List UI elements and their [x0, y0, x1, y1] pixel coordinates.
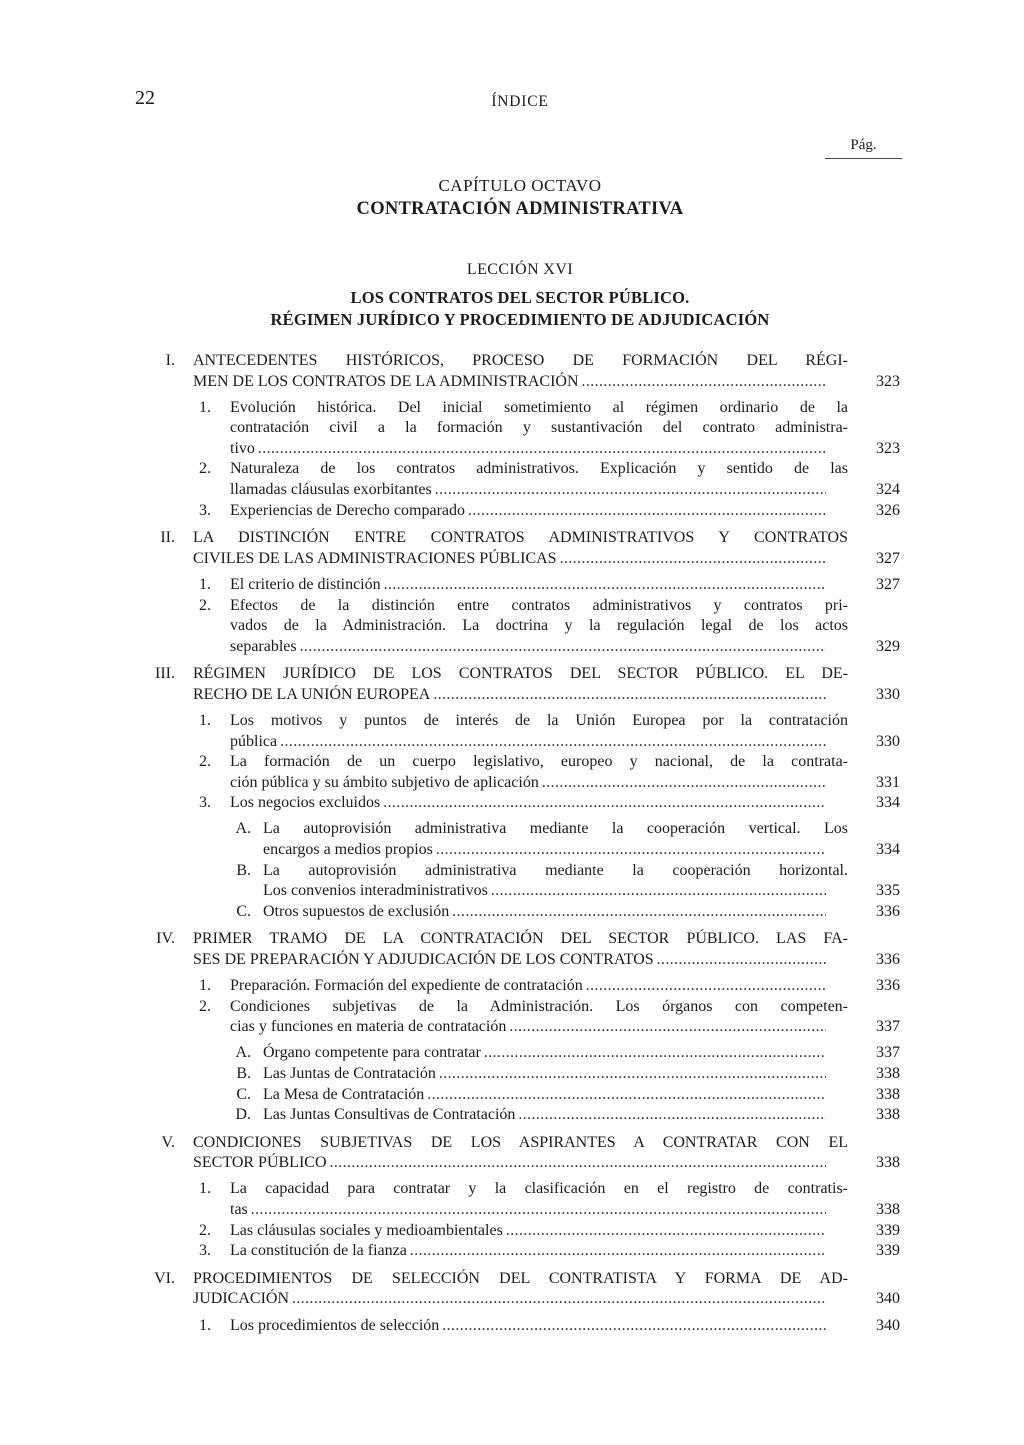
lesson-kicker: LECCIÓN XVI — [466, 261, 574, 278]
toc-entry-body — [230, 398, 900, 460]
chapter-kicker: CAPÍTULO OCTAVO — [438, 176, 602, 195]
dot-leader — [515, 1105, 826, 1126]
toc-entry — [152, 929, 900, 970]
toc-entry-page: 324 — [876, 481, 900, 499]
toc-entry — [194, 596, 900, 658]
toc-entry-text: Las Juntas Consultivas de Contratación — [263, 1106, 516, 1124]
toc-entry-lastline — [230, 793, 900, 814]
toc-entry-line: La capacidad para contratar y la clasificación en el registro de contratis- — [230, 1180, 848, 1198]
dot-leader — [449, 902, 826, 923]
toc-entry-text: Experiencias de Derecho comparado — [230, 501, 465, 519]
toc-entry-text: separables — [230, 637, 297, 655]
toc-entry — [232, 1105, 900, 1126]
toc-entry-lastline — [230, 1316, 900, 1337]
toc-entry-page: 327 — [876, 575, 900, 593]
dot-leader — [255, 439, 826, 460]
toc-entry — [194, 793, 900, 814]
toc-entry-page: 330 — [876, 732, 900, 750]
toc-entry-body — [193, 929, 900, 970]
lesson-title-line2: RÉGIMEN JURÍDICO Y PROCEDIMIENTO DE ADJUDICACIÓN — [270, 309, 770, 329]
toc-entry-label: D. — [235, 1106, 251, 1124]
toc-entry-text: CIVILES DE LAS ADMINISTRACIONES PÚBLICAS — [193, 549, 557, 567]
toc-entry-text: La Mesa de Contratación — [263, 1085, 425, 1103]
toc-entry-line: vados de la Administración. La doctrina y la regulación legal de los actos — [230, 617, 848, 635]
toc-entry-label: 1. — [199, 712, 211, 729]
toc-entry-page: 334 — [876, 841, 900, 859]
toc-entry-page: 336 — [876, 977, 900, 995]
toc-entry-text: tas — [230, 1201, 248, 1219]
toc-entry-label: 2. — [199, 460, 211, 478]
toc-entry-page: 340 — [876, 1290, 900, 1308]
toc-entry-text: pública — [230, 732, 278, 750]
toc-entry-line: Evolución histórica. Del inicial sometimiento al régimen ordinario de la — [230, 398, 848, 416]
toc-entry — [194, 1179, 900, 1220]
toc-entry-text: Los negocios excluidos — [230, 794, 381, 812]
toc-entry-lastline — [230, 976, 900, 997]
toc-entry-lastline — [193, 1289, 900, 1310]
lesson-title — [140, 287, 900, 330]
toc-entry-body — [193, 1269, 900, 1310]
dot-leader — [481, 1043, 826, 1064]
toc-entry-lastline — [263, 1105, 900, 1126]
toc-entry-label: 1. — [199, 977, 211, 995]
dot-leader — [506, 1017, 826, 1038]
toc-entry-text: Órgano competente para contratar — [263, 1044, 481, 1062]
dot-leader — [583, 976, 826, 997]
toc-entry-page: 338 — [876, 1085, 900, 1103]
toc-entry-page: 336 — [876, 951, 900, 969]
toc-entry — [232, 1043, 900, 1064]
toc-entry-lastline — [230, 1017, 900, 1038]
toc-entry — [232, 861, 900, 902]
toc-entry-text: SECTOR PÚBLICO — [193, 1154, 327, 1172]
toc-entry-lastline — [230, 1241, 900, 1262]
toc-entry-text: JUDICACIÓN — [193, 1290, 289, 1308]
dot-leader — [436, 1064, 826, 1085]
toc-entry-label: 2. — [199, 997, 211, 1015]
toc-entry-page: 335 — [876, 882, 900, 900]
toc-entry — [152, 1133, 900, 1174]
toc-entry — [152, 528, 900, 569]
toc-entry-line: PRIMER TRAMO DE LA CONTRATACIÓN DEL SECTOR PÚBLICO. LAS FA- — [193, 930, 848, 948]
dot-leader — [654, 950, 826, 971]
toc-entry-lastline — [263, 840, 900, 861]
dot-leader — [289, 1289, 826, 1310]
toc-entry-lastline — [230, 480, 900, 501]
toc-entry-body — [263, 1064, 900, 1085]
toc-entry-line: Condiciones subjetivas de la Administración. Los órganos con competen- — [230, 997, 848, 1015]
toc-entry-label: 2. — [199, 596, 211, 614]
toc-entry-body — [193, 1133, 900, 1174]
toc-entry-lastline — [230, 501, 900, 522]
toc-entry — [194, 997, 900, 1038]
toc-entry-body — [230, 976, 900, 997]
toc-entry-body — [193, 528, 900, 569]
toc-entry — [232, 1064, 900, 1085]
toc-entry — [194, 1221, 900, 1242]
toc-entry-lastline — [230, 1200, 900, 1221]
running-header: ÍNDICE — [491, 93, 549, 110]
toc-entry — [194, 752, 900, 793]
toc-entry — [232, 902, 900, 923]
toc-entry-body — [193, 664, 900, 705]
toc-entry-body — [263, 902, 900, 923]
toc-entry-label: B. — [236, 1065, 251, 1082]
toc-entry-body — [230, 596, 900, 658]
toc-entry-text: Preparación. Formación del expediente de contratación — [230, 977, 583, 995]
dot-leader — [539, 773, 826, 794]
dot-leader — [433, 840, 826, 861]
dot-leader — [297, 637, 826, 658]
dot-leader — [327, 1153, 826, 1174]
toc-entry-line: La autoprovisión administrativa mediante la cooperación vertical. Los — [263, 820, 848, 838]
toc-list — [152, 351, 900, 1336]
toc-entry-text: cias y funciones en materia de contratación — [230, 1018, 507, 1036]
toc-entry-body — [263, 1043, 900, 1064]
toc-entry-page: 330 — [876, 685, 900, 703]
toc-entry-body — [193, 351, 900, 392]
toc-entry-text: llamadas cláusulas exorbitantes — [230, 481, 432, 499]
dot-leader — [277, 732, 826, 753]
toc-entry-lastline — [230, 575, 900, 596]
toc-entry-lastline — [193, 685, 900, 706]
toc-entry-line: ANTECEDENTES HISTÓRICOS, PROCESO DE FORMACIÓN DEL RÉGI- — [193, 352, 848, 369]
toc-entry-label: V. — [161, 1133, 175, 1151]
toc-entry-label: B. — [236, 861, 251, 879]
toc-entry-label: VI. — [154, 1269, 175, 1287]
page-folio: 22 — [135, 87, 155, 109]
toc-entry-body — [230, 575, 900, 596]
toc-entry-text: Las cláusulas sociales y medioambientales — [230, 1221, 503, 1239]
toc-entry-body — [263, 1085, 900, 1106]
toc-entry — [232, 1085, 900, 1106]
toc-entry-page: 338 — [876, 1065, 900, 1082]
toc-entry-label: 3. — [199, 1242, 211, 1260]
toc-entry-page: 337 — [876, 1044, 900, 1062]
toc-entry-lastline — [230, 732, 900, 753]
toc-entry-line: CONDICIONES SUBJETIVAS DE LOS ASPIRANTES A CONTRATAR CON EL — [193, 1133, 848, 1151]
toc-entry-lastline — [263, 1064, 900, 1085]
toc-entry-body — [230, 997, 900, 1038]
toc-entry-line: Naturaleza de los contratos administrativos. Explicación y sentido de las — [230, 460, 848, 478]
toc-entry-line: Los motivos y puntos de interés de la Unión Europea por la contratación — [230, 712, 848, 729]
toc-entry-body — [230, 1221, 900, 1242]
dot-leader — [432, 480, 826, 501]
toc-entry-text: encargos a medios propios — [263, 841, 433, 859]
toc-entry — [194, 501, 900, 522]
toc-entry-label: III. — [155, 665, 175, 683]
toc-entry-page: 337 — [876, 1018, 900, 1036]
toc-entry-page: 329 — [876, 637, 900, 655]
toc-entry-text: Otros supuestos de exclusión — [263, 902, 450, 920]
toc-entry-page: 326 — [876, 501, 900, 519]
toc-entry-lastline — [193, 950, 900, 971]
toc-entry — [194, 398, 900, 460]
toc-entry-body — [263, 819, 900, 860]
lesson-title-line1: LOS CONTRATOS DEL SECTOR PÚBLICO. — [350, 288, 690, 307]
toc-entry — [194, 1316, 900, 1337]
toc-entry — [152, 1269, 900, 1310]
toc-entry-label: 2. — [199, 1221, 211, 1239]
toc-entry — [152, 351, 900, 392]
toc-entry-lastline — [263, 902, 900, 923]
toc-entry-lastline — [263, 1085, 900, 1106]
toc-entry-page: 331 — [876, 773, 900, 791]
toc-entry-label: C. — [236, 902, 251, 920]
chapter-title: CONTRATACIÓN ADMINISTRATIVA — [356, 199, 684, 219]
toc-entry-page: 339 — [876, 1221, 900, 1239]
dot-leader — [407, 1241, 826, 1262]
toc-entry-line: RÉGIMEN JURÍDICO DE LOS CONTRATOS DEL SECTOR PÚBLICO. EL DE- — [193, 665, 848, 683]
toc-entry-label: 1. — [199, 575, 211, 593]
toc-entry-body — [230, 711, 900, 752]
toc-entry-page: 340 — [876, 1316, 900, 1334]
toc-entry-page: 327 — [876, 549, 900, 567]
toc-entry-line: La formación de un cuerpo legislativo, europeo y nacional, de la contrata- — [230, 753, 848, 771]
toc-entry-lastline — [193, 1153, 900, 1174]
toc-entry-body — [263, 1105, 900, 1126]
toc-entry-lastline — [263, 881, 900, 902]
toc-entry — [194, 976, 900, 997]
toc-entry-body — [230, 793, 900, 814]
dot-leader — [439, 1316, 826, 1337]
toc-entry-text: La constitución de la fianza — [230, 1242, 407, 1260]
toc-entry-label: IV. — [156, 930, 175, 948]
dot-leader — [503, 1221, 826, 1242]
toc-entry-page: 336 — [876, 902, 900, 920]
toc-entry-lastline — [263, 1043, 900, 1064]
toc-entry-body — [230, 752, 900, 793]
toc-entry-lastline — [193, 549, 900, 570]
toc-entry-text: RECHO DE LA UNIÓN EUROPEA — [193, 685, 431, 703]
toc-entry-label: 3. — [199, 501, 211, 519]
toc-entry-page: 339 — [876, 1242, 900, 1260]
toc-entry-label: A. — [235, 820, 251, 838]
dot-leader — [579, 372, 827, 393]
dot-leader — [430, 685, 826, 706]
toc-entry-page: 338 — [876, 1106, 900, 1124]
toc-entry-label: II. — [160, 529, 175, 547]
toc-entry-page: 334 — [876, 794, 900, 812]
toc-entry-text: Los convenios interadministrativos — [263, 882, 488, 900]
toc-entry-text: Las Juntas de Contratación — [263, 1065, 436, 1082]
toc-entry-page: 338 — [876, 1154, 900, 1172]
toc-entry-text: MEN DE LOS CONTRATOS DE LA ADMINISTRACIÓN — [193, 372, 579, 390]
toc-entry — [194, 711, 900, 752]
toc-entry-label: C. — [236, 1085, 251, 1103]
toc-entry-lastline — [230, 637, 900, 658]
toc-entry-line: PROCEDIMIENTOS DE SELECCIÓN DEL CONTRATISTA Y FORMA DE AD- — [193, 1269, 848, 1287]
toc-entry-line: La autoprovisión administrativa mediante la cooperación horizontal. — [263, 861, 848, 879]
dot-leader — [380, 793, 826, 814]
toc-entry-page: 323 — [876, 372, 900, 390]
toc-entry-page: 323 — [876, 439, 900, 457]
toc-entry-label: 1. — [199, 398, 211, 416]
pag-column-label: Pág. — [850, 137, 877, 153]
toc-entry-body — [230, 1316, 900, 1337]
toc-entry-label: 2. — [199, 753, 211, 771]
dot-leader — [557, 549, 826, 570]
dot-leader — [465, 501, 826, 522]
toc-entry-text: El criterio de distinción — [230, 575, 381, 593]
toc-entry-text: SES DE PREPARACIÓN Y ADJUDICACIÓN DE LOS CONTRATOS — [193, 951, 654, 969]
toc-entry-text: ción pública y su ámbito subjetivo de aplicación — [230, 773, 539, 791]
toc-entry-label: A. — [235, 1044, 251, 1062]
toc-entry-label: 1. — [199, 1316, 211, 1334]
toc-entry — [232, 819, 900, 860]
toc-entry-body — [230, 459, 900, 500]
toc-entry-label: 1. — [199, 1180, 211, 1198]
dot-leader — [424, 1085, 826, 1106]
toc-entry-body — [230, 1179, 900, 1220]
toc-entry-lastline — [230, 773, 900, 794]
toc-entry-body — [263, 861, 900, 902]
dot-leader — [488, 881, 826, 902]
toc-entry-lastline — [230, 439, 900, 460]
dot-leader — [248, 1200, 826, 1221]
toc-entry-line: Efectos de la distinción entre contratos administrativos y contratos pri- — [230, 596, 848, 614]
dot-leader — [381, 575, 826, 596]
toc-entry-text: tivo — [230, 439, 255, 457]
toc-entry-body — [230, 1241, 900, 1262]
toc-entry-lastline — [230, 1221, 900, 1242]
toc-entry — [194, 459, 900, 500]
pag-column-header — [825, 137, 902, 159]
toc-entry-line: LA DISTINCIÓN ENTRE CONTRATOS ADMINISTRATIVOS Y CONTRATOS — [193, 529, 848, 547]
toc-entry-body — [230, 501, 900, 522]
toc-entry-label: I. — [165, 352, 175, 369]
toc-entry-lastline — [193, 372, 900, 393]
toc-entry — [194, 575, 900, 596]
toc-entry — [194, 1241, 900, 1262]
toc-entry-text: Los procedimientos de selección — [230, 1316, 440, 1334]
toc-entry-page: 338 — [876, 1201, 900, 1219]
toc-entry — [152, 664, 900, 705]
toc-entry-line: contratación civil a la formación y sustantivación del contrato administra- — [230, 419, 848, 437]
toc-entry-label: 3. — [199, 794, 211, 812]
